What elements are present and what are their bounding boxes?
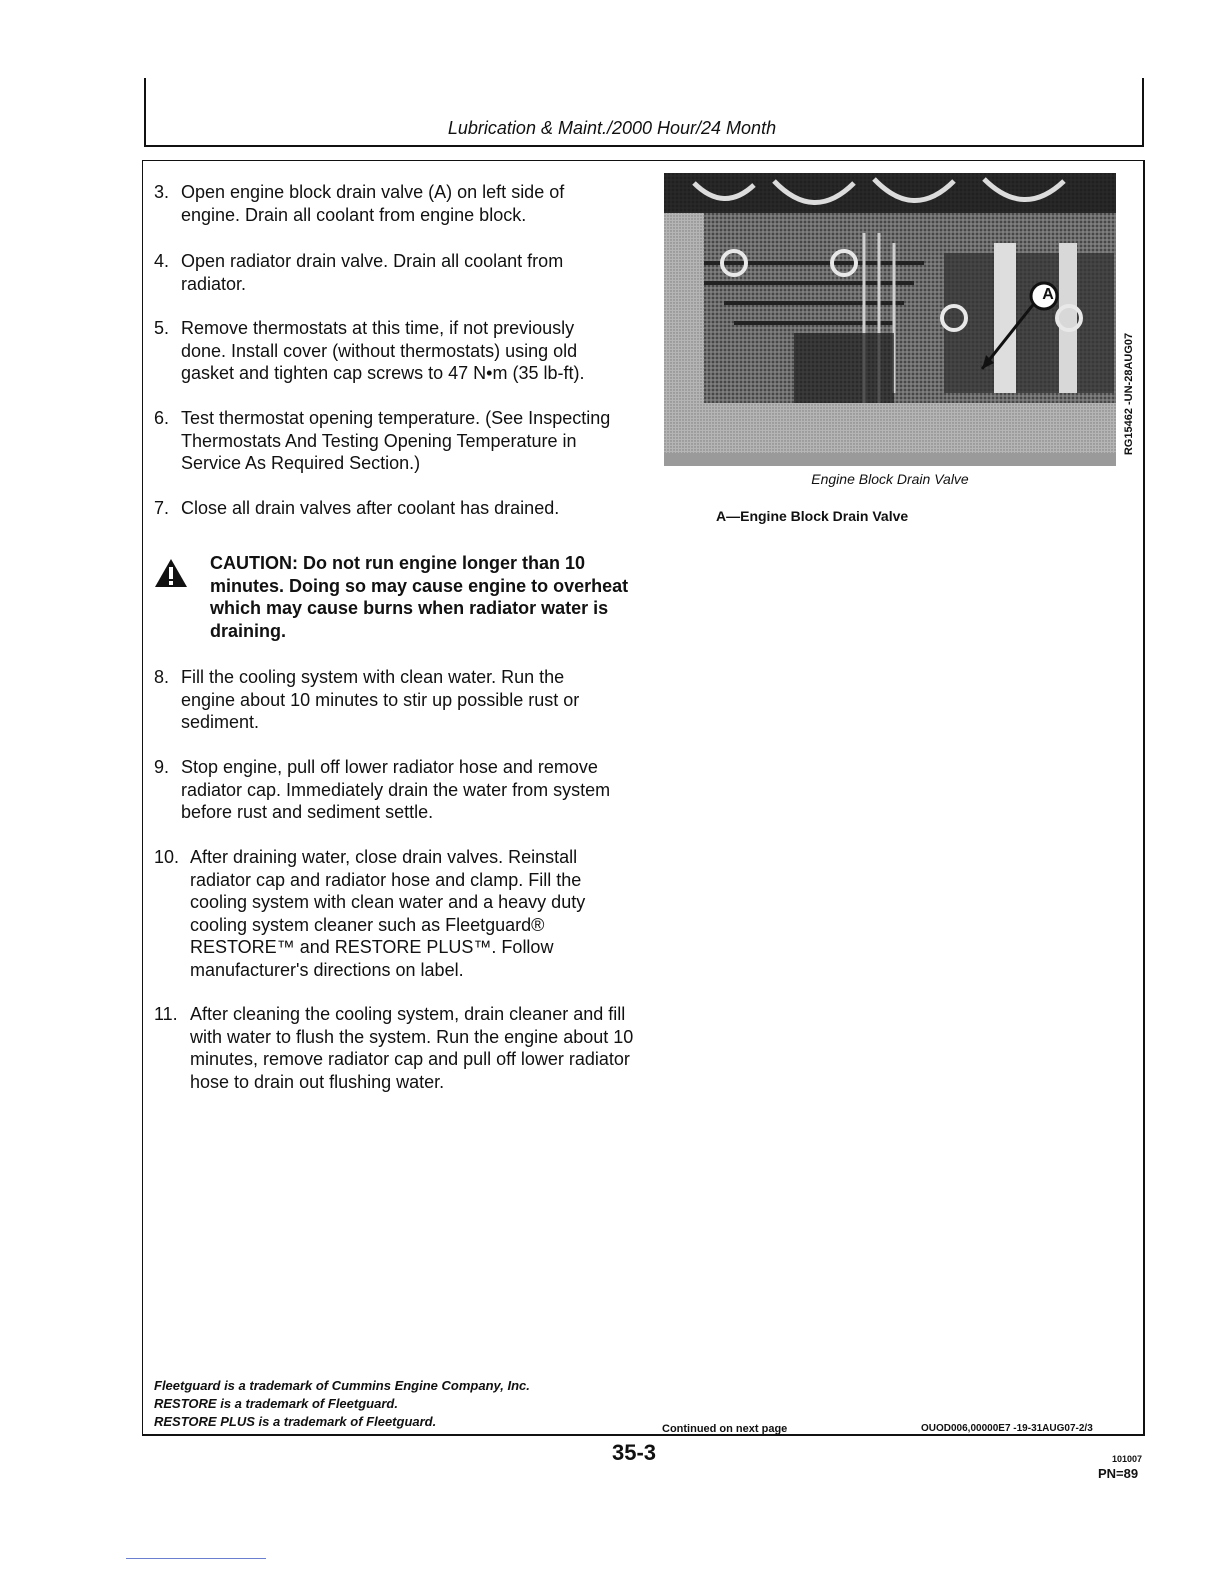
continued-note: Continued on next page bbox=[662, 1423, 788, 1435]
step-number: 11. bbox=[154, 1004, 178, 1024]
date-code: 101007 bbox=[1112, 1454, 1143, 1464]
figure-legend: A—Engine Block Drain Valve bbox=[716, 508, 909, 524]
step-7 bbox=[154, 497, 644, 520]
doc-code: OUOD006,00000E7 -19-31AUG07-2/3 bbox=[921, 1423, 1093, 1434]
content-right-rule bbox=[1143, 160, 1145, 1436]
engine-block-photo bbox=[664, 173, 1116, 466]
figure-caption: Engine Block Drain Valve bbox=[811, 471, 969, 487]
step-text: Close all drain valves after coolant has drained. bbox=[181, 498, 560, 518]
warning-triangle-icon bbox=[154, 558, 188, 588]
pn-label: PN=89 bbox=[1098, 1466, 1139, 1481]
step-4 bbox=[154, 250, 644, 295]
content-top-rule bbox=[142, 160, 1145, 161]
step-11 bbox=[154, 1003, 644, 1093]
content-bottom-rule bbox=[142, 1434, 1145, 1436]
step-number: 6. bbox=[154, 408, 170, 428]
step-text: After cleaning the cooling system, drain cleaner and fill with water to flush the system. Run the engine about 10 minutes, remove radiator cap and pull off lower radiator hose to drain out flushing water. bbox=[190, 1004, 634, 1092]
step-number: 5. bbox=[154, 318, 170, 338]
step-text: Stop engine, pull off lower radiator hose and remove radiator cap. Immediately drain the water from system before rust and sediment settle. bbox=[181, 757, 611, 822]
bottom-rule bbox=[126, 1558, 266, 1559]
step-text: Remove thermostats at this time, if not previously done. Install cover (without thermostats) using old gasket and tighten cap screws to 47 N•m (35 lb-ft). bbox=[181, 318, 585, 383]
step-text: Fill the cooling system with clean water. Run the engine about 10 minutes to stir up possible rust or sediment. bbox=[181, 667, 580, 732]
caution-block bbox=[154, 552, 654, 642]
step-10 bbox=[154, 846, 644, 981]
step-5 bbox=[154, 317, 644, 385]
step-8 bbox=[154, 666, 644, 734]
step-number: 7. bbox=[154, 498, 170, 518]
trademark-note: RESTORE PLUS is a trademark of Fleetguard. bbox=[154, 1414, 437, 1429]
step-number: 8. bbox=[154, 667, 170, 687]
step-text: After draining water, close drain valves. Reinstall radiator cap and radiator hose and clamp. Fill the cooling system with clean water and a heavy duty cooling system cleaner such as Fleetguard® RESTORE™ and RESTORE PLUS™. Follow manufacturer's directions on label. bbox=[190, 847, 586, 980]
step-3 bbox=[154, 181, 644, 226]
figure-callout-a: A bbox=[1042, 286, 1054, 303]
step-text: Open radiator drain valve. Drain all coolant from radiator. bbox=[181, 251, 564, 294]
page-number: 35-3 bbox=[612, 1440, 657, 1465]
step-text: Test thermostat opening temperature. (See Inspecting Thermostats And Testing Opening Temperature in Service As Required Section.) bbox=[181, 408, 611, 473]
trademark-note: RESTORE is a trademark of Fleetguard. bbox=[154, 1396, 398, 1411]
step-text: Open engine block drain valve (A) on left side of engine. Drain all coolant from engine block. bbox=[181, 182, 565, 225]
figure-image-id-text: RG15462 -UN-28AUG07 bbox=[1123, 332, 1135, 456]
step-6 bbox=[154, 407, 644, 475]
header-bottom-rule bbox=[144, 145, 1144, 147]
step-number: 3. bbox=[154, 182, 170, 202]
content-left-rule bbox=[142, 160, 143, 1436]
page-header-title: Lubrication & Maint./2000 Hour/24 Month bbox=[447, 118, 777, 138]
step-number: 10. bbox=[154, 847, 180, 867]
step-9 bbox=[154, 756, 644, 824]
figure-image-id bbox=[1118, 322, 1140, 466]
caution-text: CAUTION: Do not run engine longer than 10 minutes. Doing so may cause engine to overheat which may cause burns when radiator water is draining. bbox=[210, 553, 629, 641]
trademark-note: Fleetguard is a trademark of Cummins Engine Company, Inc. bbox=[154, 1378, 530, 1393]
step-number: 4. bbox=[154, 251, 170, 271]
step-number: 9. bbox=[154, 757, 170, 777]
